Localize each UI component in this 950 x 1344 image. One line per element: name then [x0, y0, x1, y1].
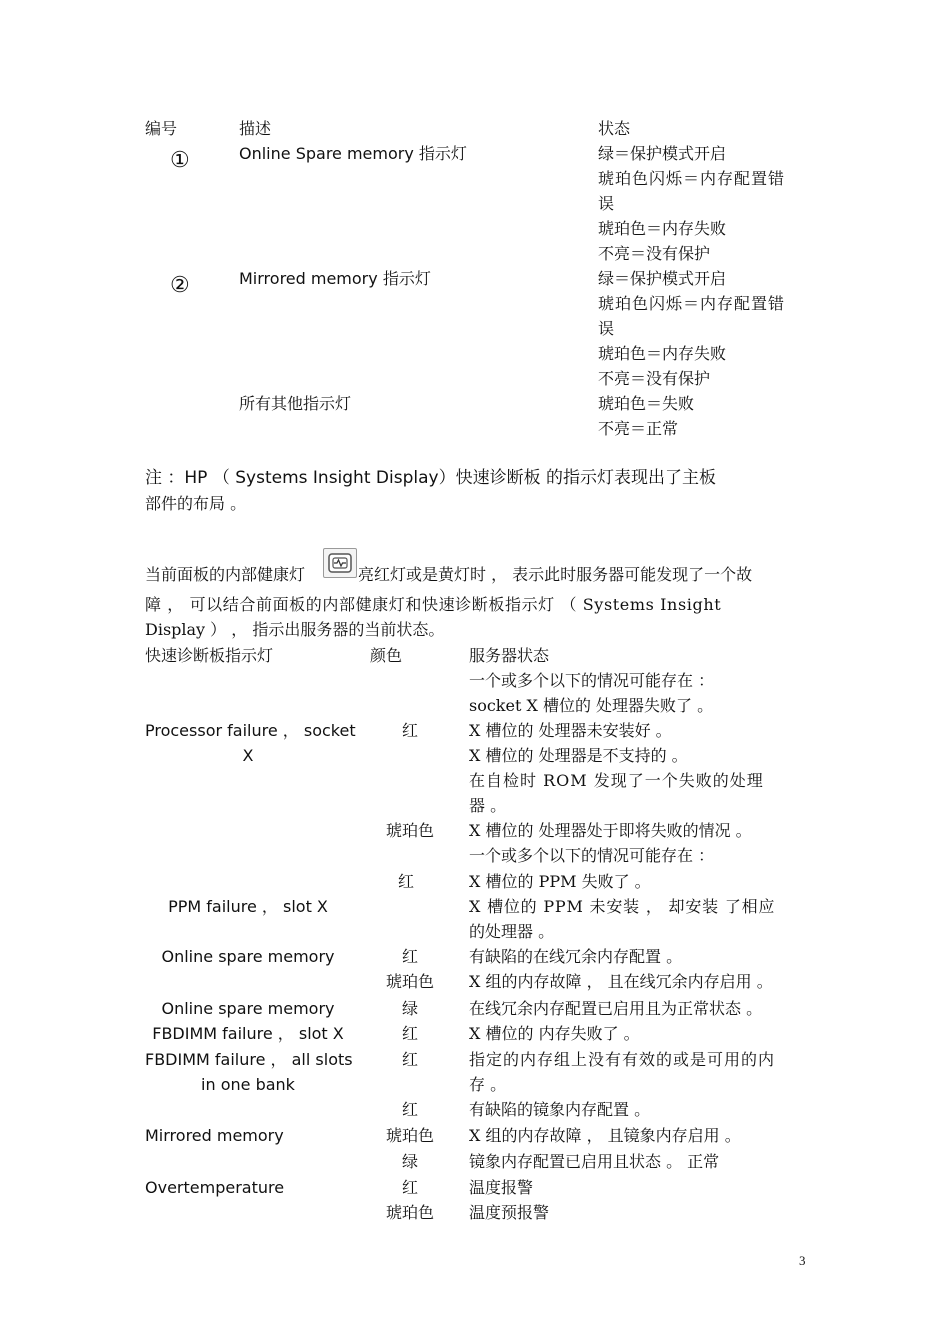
note-line-1: 注 ：HP （ Systems Insight Display）快速诊断板 的指示灯表现出了主板: [145, 468, 716, 488]
table1-row3-status-1: 琥珀色＝失败: [598, 394, 695, 413]
state-line: 在自检时 ROM 发现了一个失败的处理: [469, 771, 764, 790]
led-label-processor-socket: X: [242, 746, 254, 765]
intro-line-1b: 亮红灯或是黄灯时 ， 表示此时服务器可能发现了一个故: [358, 565, 753, 584]
color-cell: 红: [401, 1100, 418, 1119]
page-number: 3: [799, 1253, 806, 1268]
led-label-overtemperature: Overtemperature: [145, 1178, 285, 1197]
state-line: X 组的内存故障 ， 且在线冗余内存启用 。: [469, 972, 773, 991]
led-label-fbdimm-slot: FBDIMM failure ， slot X: [152, 1024, 344, 1043]
intro-line-1a: 当前面板的内部健康灯: [145, 565, 306, 584]
color-cell: 绿: [401, 999, 418, 1018]
table2-header-color: 颜色: [370, 646, 403, 665]
intro-line-2: 障 ， 可以结合前面板的内部健康灯和快速诊断板指示灯 （ Systems Insight: [145, 595, 722, 614]
state-line: 有缺陷的在线冗余内存配置 。: [469, 947, 683, 966]
color-cell: 红: [401, 947, 418, 966]
table1-row2-status-2: 琥珀色闪烁＝内存配置错: [598, 294, 786, 313]
table1-row1-status-5: 不亮＝没有保护: [598, 244, 711, 263]
state-line: 温度预报警: [469, 1203, 550, 1222]
state-line: 一个或多个以下的情况可能存在 ：: [469, 671, 715, 690]
note-line-2: 部件的布局 。: [145, 494, 247, 513]
led-label-fbdimm-all-slots: FBDIMM failure ， all slots: [145, 1050, 353, 1069]
table2-header-led: 快速诊断板指示灯: [145, 646, 274, 665]
state-line: 器 。: [469, 796, 507, 815]
state-line: X 槽位的 处理器是不支持的 。: [469, 746, 688, 765]
table1-row1-status-4: 琥珀色＝内存失败: [598, 219, 727, 238]
table1-row3-desc: 所有其他指示灯: [239, 394, 352, 413]
color-cell: 红: [401, 1050, 418, 1069]
state-line: X 槽位的 处理器处于即将失败的情况 。: [469, 821, 752, 840]
table1-row1-status-1: 绿＝保护模式开启: [598, 144, 727, 163]
led-label-online-spare-1: Online spare memory: [161, 947, 335, 966]
state-line: X 槽位的 处理器未安装好 。: [469, 721, 672, 740]
color-cell: 红: [401, 721, 418, 740]
state-line: X 槽位的 PPM 未安装 ， 却安装 了相应: [469, 897, 776, 916]
state-line: 存 。: [469, 1075, 507, 1094]
table1-row2-desc: Mirrored memory 指示灯: [239, 269, 431, 288]
state-line: X 槽位的 内存失败了 。: [469, 1024, 640, 1043]
state-line: X 组的内存故障 ， 且镜象内存启用 。: [469, 1126, 741, 1145]
color-cell: 红: [397, 872, 414, 891]
state-line: 在线冗余内存配置已启用且为正常状态 。: [469, 999, 763, 1018]
circled-number-1: ①: [170, 148, 190, 173]
state-line: 镜象内存配置已启用且状态 。 正常: [469, 1152, 720, 1171]
state-line: X 槽位的 PPM 失败了 。: [469, 872, 651, 891]
table1-row1-status-3: 误: [598, 194, 615, 213]
intro-line-3: Display ） ， 指示出服务器的当前状态。: [145, 620, 445, 639]
table1-header-num: 编号: [145, 119, 178, 138]
table1-row1-status-2: 琥珀色闪烁＝内存配置错: [598, 169, 786, 188]
led-label-online-spare-2: Online spare memory: [161, 999, 335, 1018]
state-line: 的处理器 。: [469, 922, 555, 941]
table1-row2-status-4: 琥珀色＝内存失败: [598, 344, 727, 363]
color-cell: 琥珀色: [385, 972, 434, 991]
state-line: 温度报警: [469, 1178, 534, 1197]
color-cell: 琥珀色: [385, 1203, 434, 1222]
table1-header-status: 状态: [598, 119, 631, 138]
table1-row2-status-5: 不亮＝没有保护: [598, 369, 711, 388]
color-cell: 红: [401, 1178, 418, 1197]
state-line: 指定的内存组上没有有效的或是可用的内: [469, 1050, 776, 1069]
color-cell: 红: [401, 1024, 418, 1043]
color-cell: 琥珀色: [385, 1126, 434, 1145]
led-label-ppm-failure: PPM failure ， slot X: [168, 897, 328, 916]
state-line: 一个或多个以下的情况可能存在 ：: [469, 846, 715, 865]
led-label-fbdimm-bank: in one bank: [201, 1075, 295, 1094]
led-label-mirrored-memory: Mirrored memory: [145, 1126, 284, 1145]
table1-header-desc: 描述: [239, 119, 272, 138]
state-line: 有缺陷的镜象内存配置 。: [469, 1100, 651, 1119]
table2-header-state: 服务器状态: [469, 646, 550, 665]
table1-row2-status-1: 绿＝保护模式开启: [598, 269, 727, 288]
table1-row2-status-3: 误: [598, 319, 615, 338]
color-cell: 绿: [401, 1152, 418, 1171]
table1-row1-desc: Online Spare memory 指示灯: [239, 144, 467, 163]
table1-row3-status-2: 不亮＝正常: [598, 419, 679, 438]
state-line: socket X 槽位的 处理器失败了 。: [469, 696, 714, 715]
circled-number-2: ②: [170, 273, 190, 298]
health-led-icon: [323, 548, 357, 578]
led-label-processor-failure: Processor failure ， socket: [145, 721, 356, 740]
color-cell: 琥珀色: [385, 821, 434, 840]
